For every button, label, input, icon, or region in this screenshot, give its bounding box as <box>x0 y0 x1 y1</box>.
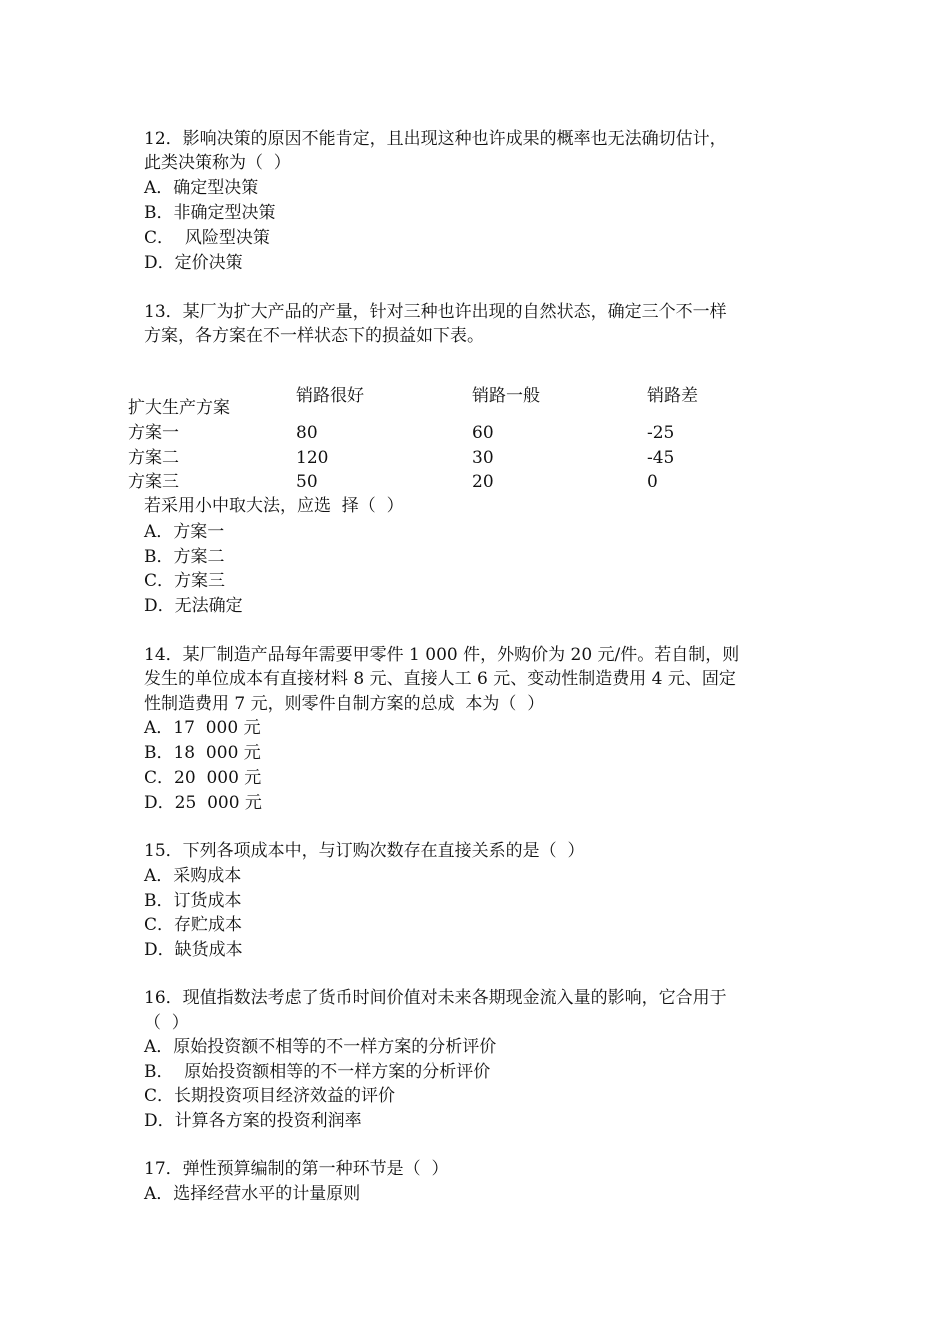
q14-option-c: C．20 000 元 <box>144 768 262 788</box>
q17-option-a: A．选择经营水平的计量原则 <box>144 1184 361 1204</box>
q13-prompt: 若采用小中取大法，应选 择（ ） <box>144 496 404 516</box>
q12-stem-line1: 12．影响决策的原因不能肯定，且出现这种也许成果的概率也无法确切估计， <box>144 129 727 149</box>
q16-option-a: A．原始投资额不相等的不一样方案的分析评价 <box>144 1037 497 1057</box>
q12-option-d: D．定价决策 <box>144 253 243 273</box>
table-row-header: 扩大生产方案 <box>128 398 230 418</box>
table-cell: 50 <box>296 472 318 492</box>
table-row-name: 方案三 <box>128 472 179 492</box>
table-cell: 0 <box>647 472 658 492</box>
q14-stem-line2: 发生的单位成本有直接材料 8 元、直接人工 6 元、变动性制造费用 4 元、固定 <box>144 669 736 689</box>
table-col-header-2: 销路一般 <box>472 386 540 406</box>
q14-stem-line3: 性制造费用 7 元，则零件自制方案的总成 本为（ ） <box>144 694 545 714</box>
table-cell: 60 <box>472 423 494 443</box>
table-cell: -45 <box>647 448 675 468</box>
table-cell: -25 <box>647 423 675 443</box>
q15-option-b: B．订货成本 <box>144 891 242 911</box>
q16-stem-line2: （ ） <box>144 1013 189 1033</box>
q16-option-b: B． 原始投资额相等的不一样方案的分析评价 <box>144 1062 491 1082</box>
table-cell: 30 <box>472 448 494 468</box>
q13-option-d: D．无法确定 <box>144 596 243 616</box>
q17-stem-line1: 17．弹性预算编制的第一种环节是（ ） <box>144 1159 449 1179</box>
q13-stem-line1: 13．某厂为扩大产品的产量，针对三种也许出现的自然状态，确定三个不一样 <box>144 302 727 322</box>
q16-option-d: D．计算各方案的投资利润率 <box>144 1111 362 1131</box>
q15-option-d: D．缺货成本 <box>144 940 243 960</box>
q12-stem-line2: 此类决策称为（ ） <box>144 153 291 173</box>
q13-option-c: C．方案三 <box>144 571 226 591</box>
q12-option-a: A．确定型决策 <box>144 178 259 198</box>
q15-option-c: C．存贮成本 <box>144 915 243 935</box>
table-col-header-1: 销路很好 <box>296 386 364 406</box>
q16-option-c: C．长期投资项目经济效益的评价 <box>144 1086 396 1106</box>
table-row-name: 方案一 <box>128 423 179 443</box>
q14-option-d: D．25 000 元 <box>144 793 262 813</box>
q13-stem-line2: 方案，各方案在不一样状态下的损益如下表。 <box>144 326 484 346</box>
table-row-name: 方案二 <box>128 448 179 468</box>
table-cell: 20 <box>472 472 494 492</box>
q14-option-a: A．17 000 元 <box>144 718 261 738</box>
q13-option-a: A．方案一 <box>144 522 225 542</box>
table-cell: 80 <box>296 423 318 443</box>
q13-option-b: B．方案二 <box>144 547 225 567</box>
table-cell: 120 <box>296 448 329 468</box>
q15-stem-line1: 15．下列各项成本中，与订购次数存在直接关系的是（ ） <box>144 841 585 861</box>
q12-option-c: C． 风险型决策 <box>144 228 270 248</box>
q12-option-b: B．非确定型决策 <box>144 203 276 223</box>
table-col-header-3: 销路差 <box>647 386 698 406</box>
q15-option-a: A．采购成本 <box>144 866 242 886</box>
q16-stem-line1: 16．现值指数法考虑了货币时间价值对未来各期现金流入量的影响，它合用于 <box>144 988 727 1008</box>
q14-option-b: B．18 000 元 <box>144 743 261 763</box>
q14-stem-line1: 14．某厂制造产品每年需要甲零件 1 000 件，外购价为 20 元/件。若自制，则 <box>144 645 740 665</box>
